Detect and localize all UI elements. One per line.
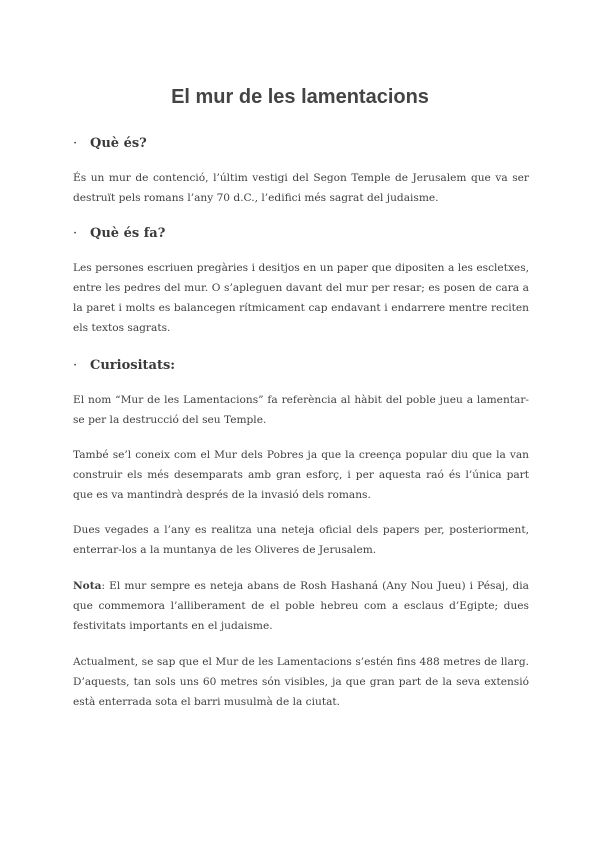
paragraph-curiositats-2: També se’l coneix com el Mur dels Pobres ja que la creença popular diu que la van construir els més desemparats amb gran esforç, i per aquesta raó és l’única part que es va mantindrà després de la invasió dels romans.	[73, 449, 529, 501]
bullet: ·	[73, 136, 78, 151]
heading-que-es	[73, 136, 147, 151]
heading-text: Què és?	[90, 136, 147, 151]
note-label: Nota	[73, 580, 102, 592]
document-title: El mur de les lamentacions	[171, 86, 429, 108]
paragraph-curiositats-1: El nom “Mur de les Lamentacions” fa referència al hàbit del poble jueu a lamentar-se per la destrucció del seu Temple.	[73, 394, 529, 426]
paragraph-closing: Actualment, se sap que el Mur de les Lamentacions s’estén fins 488 metres de llarg. D’aquests, tan sols uns 60 metres són visibles, ja que gran part de la seva extensió està enterrada sota el barri musulmà de la ciutat.	[73, 656, 529, 708]
paragraph-curiositats-3: Dues vegades a l’any es realitza una neteja oficial dels papers per, posteriorment, enterrar-los a la muntanya de les Oliveres de Jerusalem.	[73, 524, 529, 556]
heading-text: Curiositats:	[90, 358, 176, 373]
paragraph-que-es-fa: Les persones escriuen pregàries i desitjos en un paper que dipositen a les escletxes, entre les pedres del mur. O s’apleguen davant del mur per resar; es posen de cara a la paret i molts es balancegen rítmicament cap endavant i endarrere mentre reciten els textos sagrats.	[73, 262, 529, 334]
note-paragraph	[73, 576, 529, 636]
heading-text: Què és fa?	[90, 226, 166, 241]
paragraph-que-es: És un mur de contenció, l’últim vestigi del Segon Temple de Jerusalem que va ser destruït pels romans l’any 70 d.C., l’edifici més sagrat del judaisme.	[73, 172, 529, 204]
note-text: : El mur sempre es neteja abans de Rosh Hashaná (Any Nou Jueu) i Pésaj, dia que commemora l’alliberament de el poble hebreu com a esclaus d’Egipte; dues festivitats importants en el judaisme.	[73, 580, 529, 632]
bullet: ·	[73, 358, 78, 373]
bullet: ·	[73, 226, 78, 241]
heading-que-es-fa	[73, 226, 165, 241]
heading-curiositats	[73, 358, 175, 373]
